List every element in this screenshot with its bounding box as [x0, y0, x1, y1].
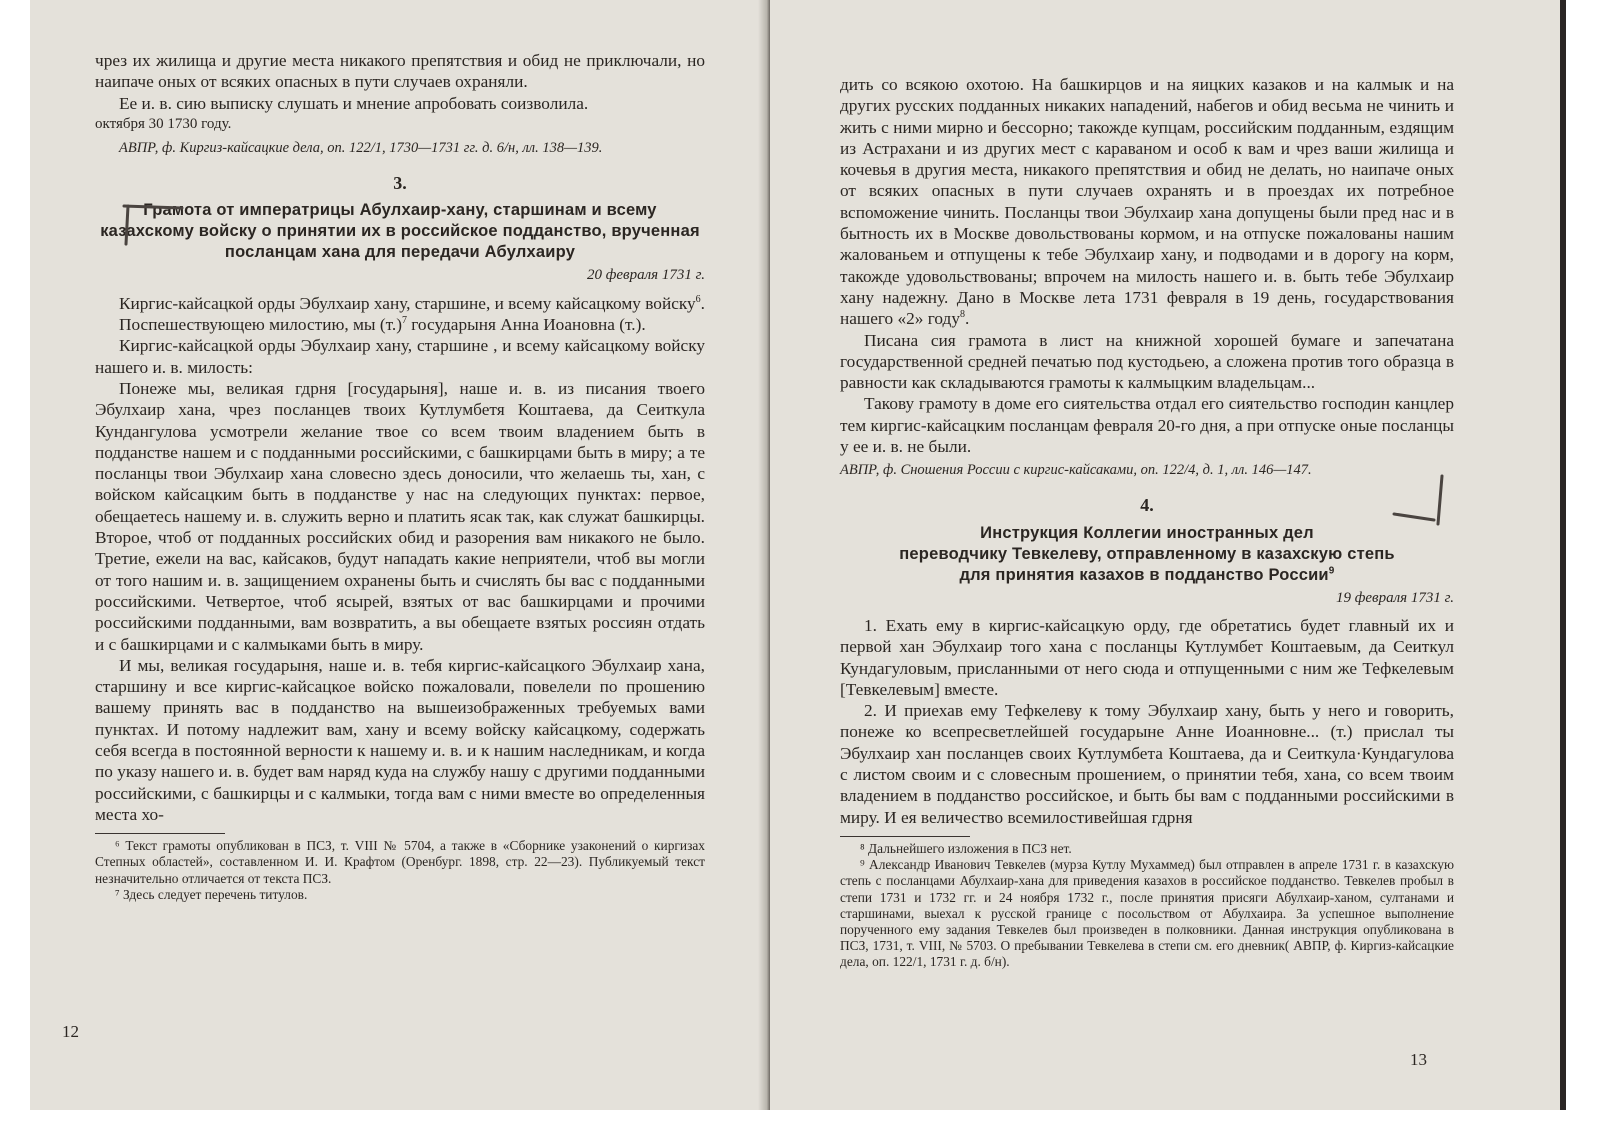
- approval-text: Ее и. в. сию выписку слушать и мнение апробовать соизволила.: [119, 93, 589, 113]
- document-number-4: 4.: [1140, 495, 1154, 516]
- approval-date: октября 30 1730 году.: [95, 115, 232, 132]
- footnote-divider: [95, 833, 225, 834]
- address-end-1: .: [700, 293, 705, 313]
- book-edge: [1560, 0, 1566, 1110]
- intro-text: чрез их жилища и другие места никакого препятствия и обид не приключали, но наипаче оных от всяких опасных в пути случаев охраняли.: [95, 51, 705, 92]
- document-date-3: 20 февраля 1731 г.: [587, 267, 705, 284]
- document-title-4-line-1: Инструкция Коллегии иностранных дел: [980, 523, 1314, 542]
- book-spread: [30, 0, 1566, 1110]
- address-line-2: Киргис-кайсацкой орды Эбулхаир хану, старшине , и всему кайсацкому войску нашего и. в. милость:: [95, 336, 705, 377]
- document-number-3: 3.: [393, 173, 407, 194]
- address-line-1: [95, 293, 705, 314]
- document-title-4-line-2: переводчику Тевкелеву, отправленному в казахскую степь: [899, 544, 1395, 563]
- right-text-column: [840, 74, 1454, 971]
- grace-line: [95, 314, 705, 335]
- grace-text-b: государыня Анна Иоановна (т.).: [406, 315, 646, 335]
- continuation-end: .: [965, 309, 970, 329]
- instruction-item-1: 1. Ехать ему в киргис-кайсацкую орду, где обретатись будет главный их и первой хан Эбулхаир того хана с посланцы Кутлумбет Коштаевым, да Сеиткул Кундагуловым, присланными от него сюда и отпущенными с ним же Тефкелевым [Тевкелевым] вместе.: [840, 615, 1454, 699]
- right-page: [770, 0, 1562, 1110]
- footnote-ref-8: 8: [960, 309, 965, 321]
- left-page: [30, 0, 766, 1110]
- pencil-bracket-mark-icon: [118, 200, 188, 248]
- continuation-text: дить со всякою охотою. На башкирцов и на яицких казаков и на калмык и на других русских подданных никаких нападений, набегов и обид весьма не чинить и жить с ними мирно и бессорно; такожде купцам, российским подданным, ездящим из Астрахани и из других мест с караваном и особ к вам и чрез ваши жилища и кочевья в другия места, никакого препятствия и обид не делать, но наипаче оных от всяких опасных в пути случаев охранять и в проездах их потребное вспоможение чинить. Посланцы твои Эбулхаир хана допущены были пред нас и в бытность их в Москве довольствованы кормом, и на отпуске пожалованы нашим жалованьем и отпущены к тебе Эбулхаир хану, и подводами и в дорогу на корм, такожде удовольствованы; впрочем на милость нашего и. в. быть тебе Эбулхаир хану надежну. Дано в Москве лета 1731 февраля в 19 день, государствования нашего «2» году: [840, 75, 1454, 329]
- footnote-ref-7: 7: [401, 315, 407, 327]
- footnote-ref-9: 9: [1328, 565, 1335, 577]
- document-date-4: 19 февраля 1731 г.: [1336, 589, 1454, 606]
- grace-text-a: Поспешествующею милостию, мы (т.): [119, 315, 402, 335]
- document-title-3: Грамота от императрицы Абулхаир-хану, старшинам и всему казахскому войску о принятии их в российское подданство, врученная посланцам хана для передачи Абулхаиру: [100, 201, 700, 262]
- instruction-item-2: 2. И приехав ему Тефкелеву к тому Эбулхаир хану, быть у него и говорить, понеже ко всепресветлейшей государыне Анне Иоанновне... (т.) прислал ты Эбулхаир хан посланцев своих Кутлумбета Коштаева, да и Сеиткула·Кундагулова с листом своим и с словесным прошением, о принятии тебя, хана, со всем твоим владением в подданство российское, и быть бы вам с подданными российскими в миру. И ея величество всемилостивейшая гдрня: [840, 701, 1454, 827]
- archive-source-2: АВПР, ф. Сношения России с киргис-кайсаками, оп. 122/4, д. 1, лл. 146—147.: [840, 462, 1312, 479]
- given-paragraph: Такову грамоту в доме его сиятельства отдал его сиятельство господин канцлер тем киргис-кайсацким посланцам февраля 20-го дня, а при отпуске оные посланцы у ее и. в. не были.: [840, 394, 1454, 457]
- body-paragraph-1: Понеже мы, великая гдрня [государыня], наше и. в. из писания твоего Эбулхаир хана, чрез посланцев твоих Кутлумбетя Коштаева, да Сеиткула Кундангулова усмотрели желание твое со всем твоим владением быть в подданстве нашем и с подданными российскими, с башкирцами быть в миру; а те посланцы твои Эбулхаир хана словесно здесь доносили, что желаешь ты, хан, с войском кайсацким быть в подданстве у нас на следующих пунктах: первое, обещаетесь нашему и. в. служить верно и платить ясак так, как служат башкирцы. Второе, чтоб от подданных российских обид и разорения вам никакого не было. Третие, ежели на вас, кайсаков, будут нападать какие неприятели, чтоб вы могли от того нашим и. в. защищением охранены быть и счислять бы вас с подданными российскими. Четвертое, чтоб ясырей, взятых от вас башкирцами и прочими российскими подданными, вам возвратить, а вы обещаете взятых россиян отдать и с башкирцами и с калмыками быть в миру.: [95, 378, 705, 654]
- body-paragraph-2: И мы, великая государыня, наше и. в. тебя киргис-кайсацкого Эбулхаир хана, старшину и все киргис-кайсацкое войско пожаловали, повелели по прошению вашему принять вас в подданство на вышеизображенных требуемых вами пунктах. И потому надлежит вам, хану и всему войску кайсацкому, содержать себя всегда в постоянной верности к нашему и. в. и к нашим наследникам, и когда по указу нашего и. в. будет вам наряд куда на службу нашу с другими подданными российскими, с башкирцы и с калмыки, тогда вам с ними вместе во определенныя места хо-: [95, 655, 705, 824]
- archive-source-1: АВПР, ф. Киргиз-кайсацкие дела, оп. 122/1, 1730—1731 гг. д. 6/н, лл. 138—139.: [119, 140, 603, 157]
- address-text-1: Киргис-кайсацкой орды Эбулхаир хану, старшине, и всему кайсацкому войску: [119, 293, 696, 313]
- footnote-7: ⁷ Здесь следует перечень титулов.: [115, 886, 308, 902]
- seal-paragraph: Писана сия грамота в лист на книжной хорошей бумаге и запечатана государственной средней печатью под кустодьею, а сложена против того образца в равности как складываются грамоты к калмыцким владельцам...: [840, 330, 1454, 393]
- footnote-9: ⁹ Александр Иванович Тевкелев (мурза Кутлу Мухаммед) был отправлен в апреле 1731 г. в казахскую степь с посланцами Абулхаир-хана для приведения казахов в российское подданство. Тевкелев пробыл в степи 1731 и 1732 гг. и 24 ноября 1732 г., после принятия присяги Абулхаир-ханом, султанами и старшинами, выехал к русской границе с посольством от Абулхаира. За успешное выполнение порученного ему задания Тевкелев был произведен в полковники. Данная инструкция опубликована в ПСЗ, 1731, т. VIII, № 5703. О пребывании Тевкелева в степи см. его дневник( АВПР, ф. Киргиз-кайсацкие дела, оп. 122/1, 1731 г. д. б/н).: [840, 857, 1454, 970]
- footnote-ref-6: 6: [695, 294, 701, 306]
- left-text-column: [95, 50, 705, 903]
- page-number-right: 13: [1410, 1050, 1427, 1069]
- document-title-4-line-3: [840, 565, 1454, 586]
- footnote-6: ⁶ Текст грамоты опубликован в ПСЗ, т. VIII № 5704, а также в «Сборнике узаконений о киргизах Степных областей», составленном И. И. Крафтом (Оренбург. 1898, стр. 22—23). Публикуемый текст незначительно отличается от текста ПСЗ.: [95, 838, 705, 886]
- footnote-8: ⁸ Дальнейшего изложения в ПСЗ нет.: [860, 840, 1072, 856]
- footnote-divider-right: [840, 836, 970, 837]
- document-title-4-text-3: для принятия казахов в подданство России: [959, 565, 1329, 584]
- continuation-paragraph: [840, 74, 1454, 330]
- page-number-left: 12: [62, 1022, 79, 1041]
- pencil-tick-mark-icon: [1390, 470, 1460, 530]
